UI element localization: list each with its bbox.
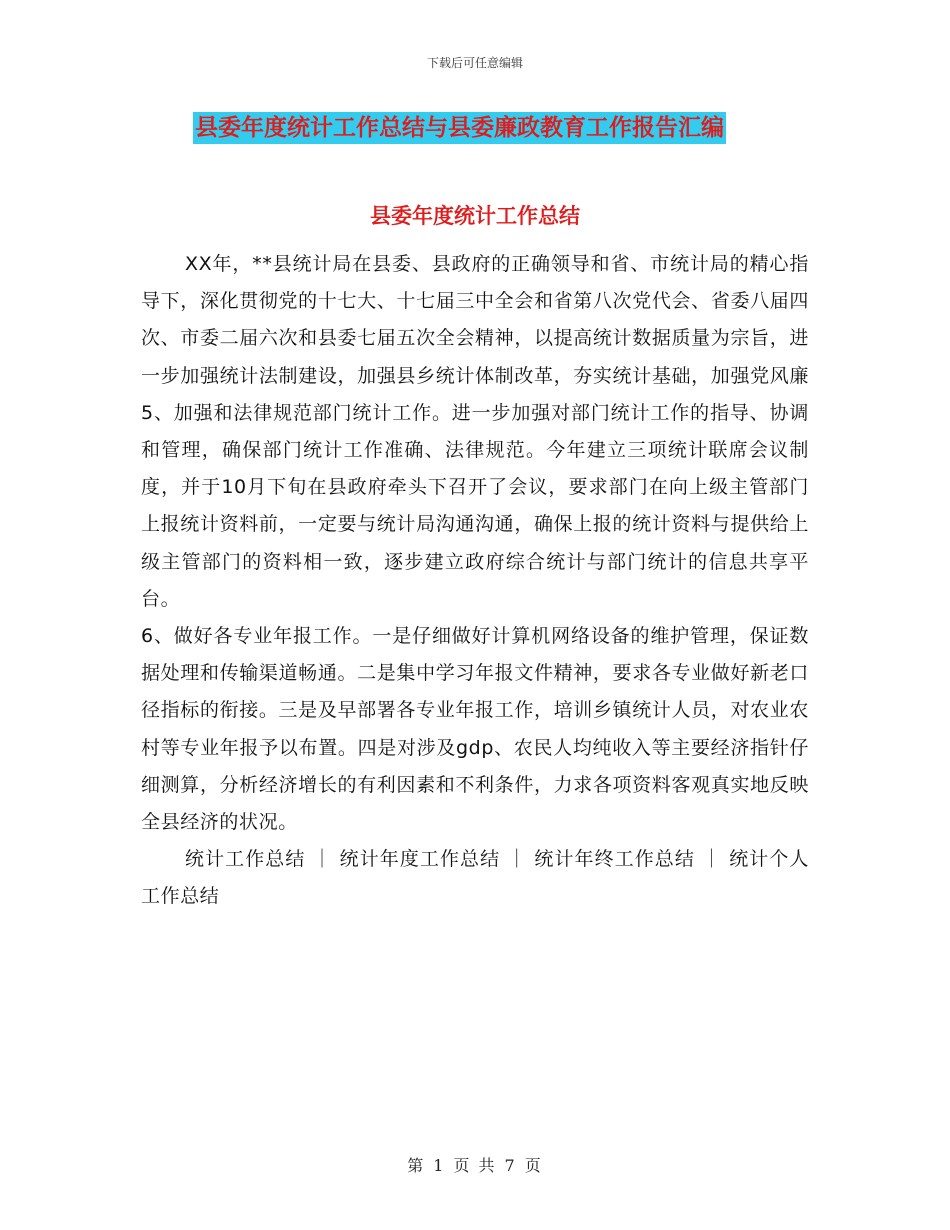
page-footer [0, 1153, 950, 1176]
total-pages: 7 [504, 1156, 517, 1175]
related-links: 统计工作总结 ｜ 统计年度工作总结 ｜ 统计年终工作总结 ｜ 统计个人工作总结 [141, 848, 809, 908]
paragraph-1: XX年，**县统计局在县委、县政府的正确领导和省、市统计局的精心指导下，深化贯彻党的十七大、十七届三中全会和省第八次党代会、省委八届四次、市委二届六次和县委七届五次全会精神，以提高统计数据质量为宗旨，进一步加强统计法制建设，加强县乡统计体制改革，夯实统计基础，加强党风廉 5、加强和法律规范部门统计工作。进一步加强对部门统计工作的指导、协调和管理，确保部门统计工作准确、法律规范。今年建立三项统计联席会议制度，并于10月下旬在县政府牵头下召开了会议，要求部门在向上级主管部门上报统计资料前，一定要与统计局沟通沟通，确保上报的统计资料与提供给上级主管部门的资料相一致，逐步建立政府综合统计与部门统计的信息共享平台。 [141, 253, 809, 610]
footer-mid: 页 共 [453, 1156, 497, 1175]
footer-suffix: 页 [524, 1156, 543, 1175]
footer-prefix: 第 [407, 1156, 426, 1175]
header-note: 下载后可任意编辑 [426, 56, 523, 70]
section-title: 县委年度统计工作总结 [370, 204, 580, 228]
page-number: 1 [433, 1156, 446, 1175]
body-text [141, 246, 809, 916]
paragraph-2: 6、做好各专业年报工作。一是仔细做好计算机网络设备的维护管理，保证数据处理和传输渠道畅通。二是集中学习年报文件精神，要求各专业做好新老口径指标的衔接。三是及早部署各专业年报工作，培训乡镇统计人员，对农业农村等专业年报予以布置。四是对涉及gdp、农民人均纯收入等主要经济指针仔细测算，分析经济增长的有利因素和不利条件，力求各项资料客观真实地反映全县经济的状况。 [141, 625, 809, 834]
document-title: 县委年度统计工作总结与县委廉政教育工作报告汇编 [193, 112, 726, 144]
